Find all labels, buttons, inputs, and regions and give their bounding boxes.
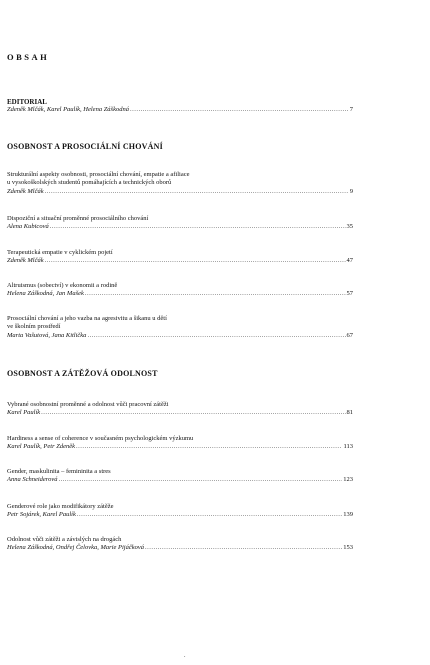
entry-page: 9 xyxy=(349,187,353,195)
toc-title: OBSAH xyxy=(7,52,50,62)
entry-author-line xyxy=(7,290,353,298)
footer-page-number: . xyxy=(184,653,186,659)
toc-entry xyxy=(7,282,353,299)
entry-author-line xyxy=(7,544,353,552)
leader-dots xyxy=(130,106,349,114)
entry-author-line xyxy=(7,332,353,340)
toc-entry xyxy=(7,468,353,485)
entry-author-line xyxy=(7,106,353,114)
entry-page: 81 xyxy=(346,409,353,417)
entry-page: 57 xyxy=(346,290,353,298)
entry-authors: Petr Sojárek, Karel Paulík xyxy=(7,511,76,519)
entry-author-line xyxy=(7,257,353,265)
entry-page: 67 xyxy=(346,331,353,339)
entry-title-line: Prosociální chování a jeho vazba na agresivitu a šikanu u dětí xyxy=(7,315,167,322)
leader-dots xyxy=(50,223,346,231)
entry-authors: Karel Paulík xyxy=(7,409,41,417)
toc-entry xyxy=(7,171,353,196)
entry-title-line: Altruismus (sobectví) v ekonomii a rodině xyxy=(7,282,118,289)
entry-authors: Marta Vašutová, Jana Kitlička xyxy=(7,331,87,339)
leader-dots xyxy=(45,257,346,265)
entry-title-line: u vysokoškolských studentů pomáhajících a technických oborů xyxy=(7,179,172,187)
entry-page: 113 xyxy=(343,443,353,451)
entry-title: EDITORIAL xyxy=(7,98,47,106)
entry-page: 123 xyxy=(343,476,353,484)
toc-entry xyxy=(7,315,353,340)
section-heading: OSOBNOST A ZÁTĚŽOVÁ ODOLNOST xyxy=(7,369,158,378)
toc-entry xyxy=(7,401,353,418)
leader-dots xyxy=(45,188,349,196)
entry-title-line: Vybrané osobnostní proměnné a odolnost vůči pracovní zátěži xyxy=(7,401,169,408)
leader-dots xyxy=(58,476,342,484)
entry-authors: Zdeněk Mlčák xyxy=(7,187,44,195)
entry-page: 153 xyxy=(343,544,353,552)
entry-authors: Alena Kubicová xyxy=(7,223,49,231)
entry-author-line xyxy=(7,443,353,451)
entry-title-line: Odolnost vůči zátěži a závislých na drogách xyxy=(7,536,122,543)
entry-title-line: Gender, maskulinita – femininita a stres xyxy=(7,468,111,475)
entry-author-line xyxy=(7,223,353,231)
entry-author-line xyxy=(7,511,353,519)
toc-entry-editorial xyxy=(7,98,353,115)
entry-title-line: Hardiness a sense of coherence v současném psychologickém výzkumu xyxy=(7,435,194,442)
entry-authors: Zdeněk Mlčák, Karel Paulík, Helena Záškodná xyxy=(7,106,129,114)
entry-authors: Karel Paulík, Petr Zdeněk xyxy=(7,443,75,451)
entry-page: 7 xyxy=(349,106,353,114)
section-heading: OSOBNOST A PROSOCIÁLNÍ CHOVÁNÍ xyxy=(7,142,163,151)
entry-authors: Anna Schneiderová xyxy=(7,476,58,484)
leader-dots xyxy=(77,511,342,519)
entry-authors: Helena Záškodná, Ondřej Čelovka, Marie Pijáčková xyxy=(7,544,145,552)
entry-author-line xyxy=(7,409,353,417)
leader-dots xyxy=(87,332,345,340)
entry-author-line xyxy=(7,476,353,484)
entry-title-line: Dispoziční a situační proměnné prosociálního chování xyxy=(7,215,149,222)
toc-entry xyxy=(7,249,353,266)
entry-title-line: Strukturální aspekty osobnosti, prosociální chování, empatie a afiliace xyxy=(7,171,190,178)
leader-dots xyxy=(145,544,342,552)
toc-entry xyxy=(7,435,353,452)
entry-title-line: ve školním prostředí xyxy=(7,323,61,331)
entry-page: 35 xyxy=(346,223,353,231)
entry-title-line: Genderové role jako modifikátory zátěže xyxy=(7,503,114,510)
leader-dots xyxy=(76,443,342,451)
leader-dots xyxy=(85,290,346,298)
toc-entry xyxy=(7,215,353,232)
entry-authors: Helena Záškodná, Jan Mašek xyxy=(7,290,84,298)
entry-authors: Zdeněk Mlčák xyxy=(7,257,44,265)
entry-page: 47 xyxy=(346,257,353,265)
entry-title-line: Terapeutická empatie v cyklickém pojetí xyxy=(7,249,113,256)
leader-dots xyxy=(41,409,345,417)
toc-entry xyxy=(7,536,353,553)
entry-author-line xyxy=(7,188,353,196)
toc-entry xyxy=(7,503,353,520)
entry-page: 139 xyxy=(343,511,353,519)
